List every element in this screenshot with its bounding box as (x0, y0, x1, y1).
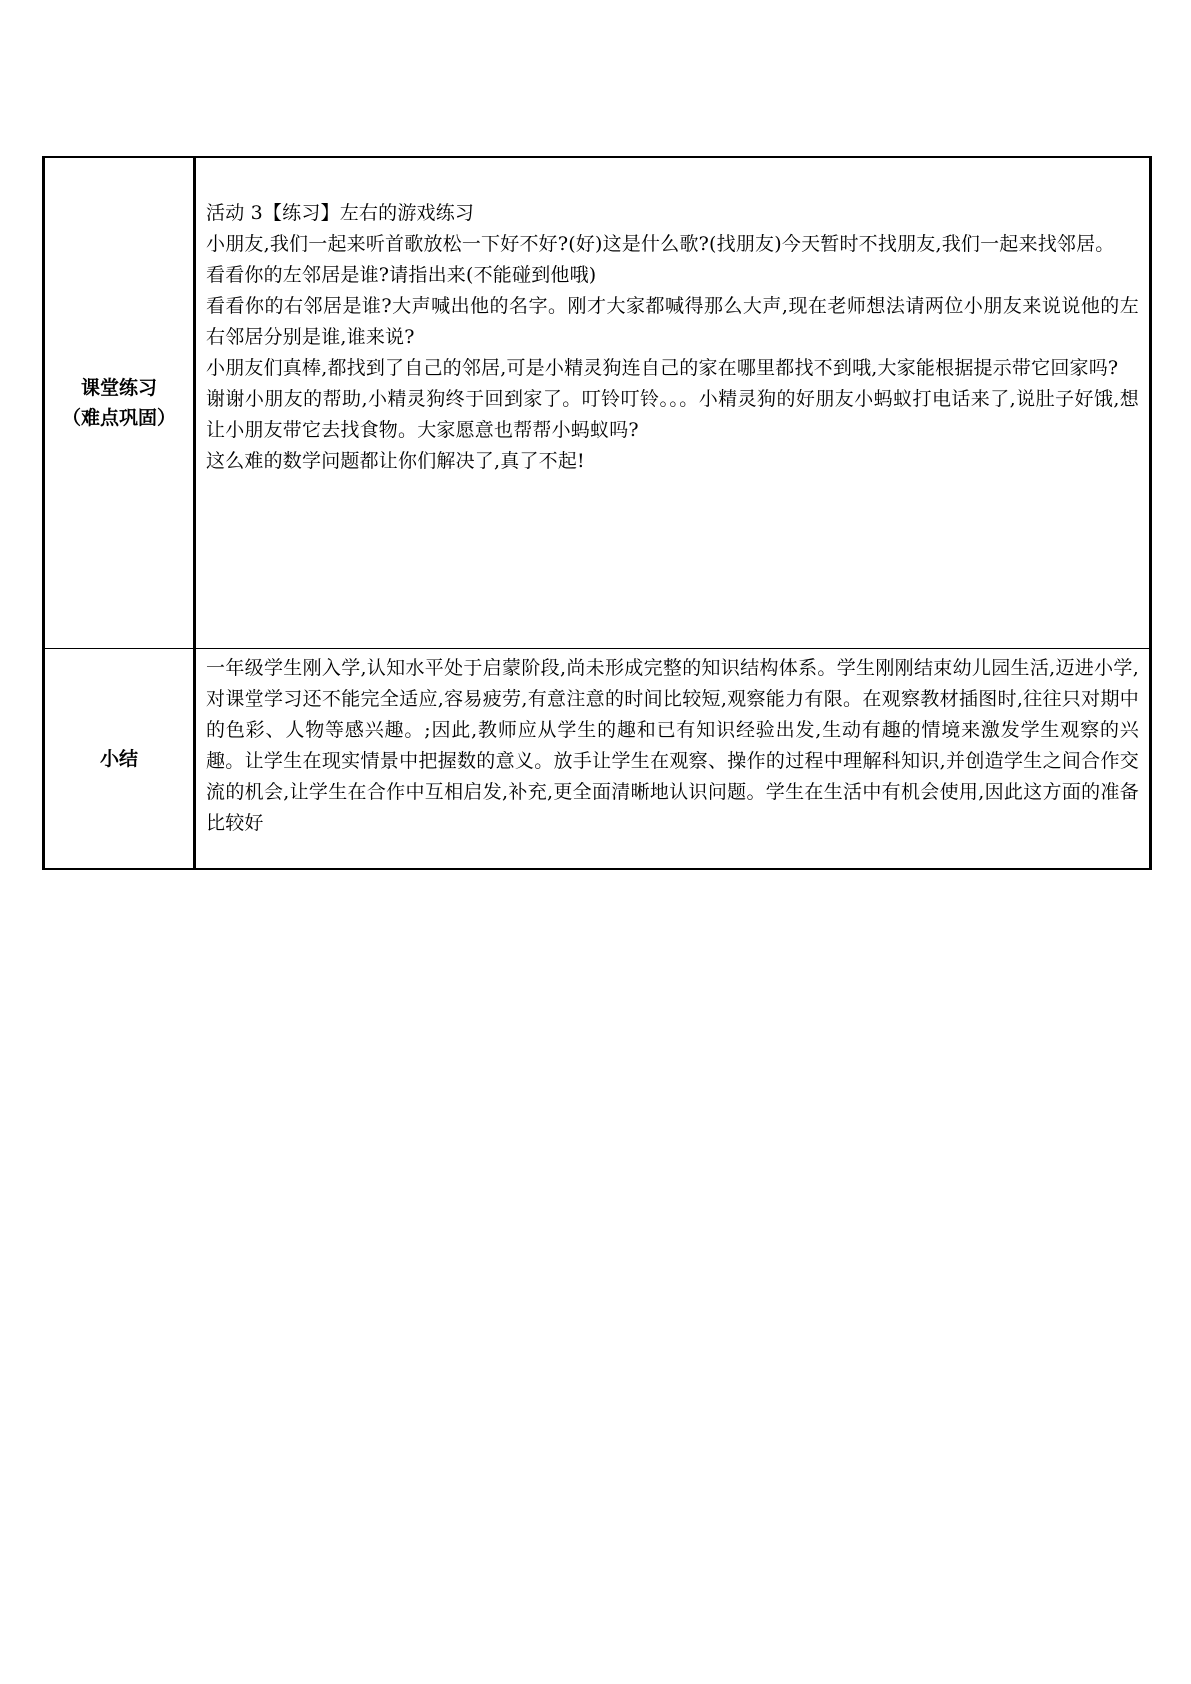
practice-sublabel: （难点巩固） (61, 407, 176, 429)
summary-content-cell (195, 649, 1151, 870)
practice-paragraph: 小朋友们真棒,都找到了自己的邻居,可是小精灵狗连自己的家在哪里都找不到哦,大家能根据提示带它回家吗? (206, 357, 1119, 379)
summary-label: 小结 (99, 747, 138, 770)
summary-label-cell (44, 649, 195, 870)
practice-label: 课堂练习 (80, 377, 157, 399)
table-row-practice (44, 157, 1151, 649)
practice-paragraph: 谢谢小朋友的帮助,小精灵狗终于回到家了。叮铃叮铃。。。小精灵狗的好朋友小蚂蚁打电话来了,说肚子好饿,想让小朋友带它去找食物。大家愿意也帮帮小蚂蚁吗? (206, 388, 1139, 441)
practice-paragraph: 看看你的左邻居是谁?请指出来(不能碰到他哦) (206, 264, 597, 286)
practice-paragraph: 小朋友,我们一起来听首歌放松一下好不好?(好)这是什么歌?(找朋友)今天暂时不找朋友,我们一起来找邻居。 (206, 233, 1115, 255)
summary-paragraph: 一年级学生刚入学,认知水平处于启蒙阶段,尚未形成完整的知识结构体系。学生刚刚结束幼儿园生活,迈进小学,对课堂学习还不能完全适应,容易疲劳,有意注意的时间比较短,观察能力有限。在观察教材插图时,往往只对期中的色彩、人物等感兴趣。;因此,教师应从学生的趣和已有知识经验出发,生动有趣的情境来激发学生观察的兴趣。让学生在现实情景中把握数的意义。放手让学生在观察、操作的过程中理解科知识,并创造学生之间合作交流的机会,让学生在合作中互相启发,补充,更全面清晰地认识问题。学生在生活中有机会使用,因此这方面的准备比较好 (206, 657, 1139, 834)
practice-content-cell (195, 157, 1151, 649)
activity-title: 活动 3【练习】左右的游戏练习 (206, 202, 475, 224)
practice-paragraph: 看看你的右邻居是谁?大声喊出他的名字。刚才大家都喊得那么大声,现在老师想法请两位小朋友来说说他的左右邻居分别是谁,谁来说? (206, 295, 1139, 348)
lesson-plan-table (42, 156, 1152, 870)
practice-label-cell (44, 157, 195, 649)
practice-paragraph: 这么难的数学问题都让你们解决了,真了不起! (206, 450, 585, 472)
table-row-summary (44, 649, 1151, 870)
